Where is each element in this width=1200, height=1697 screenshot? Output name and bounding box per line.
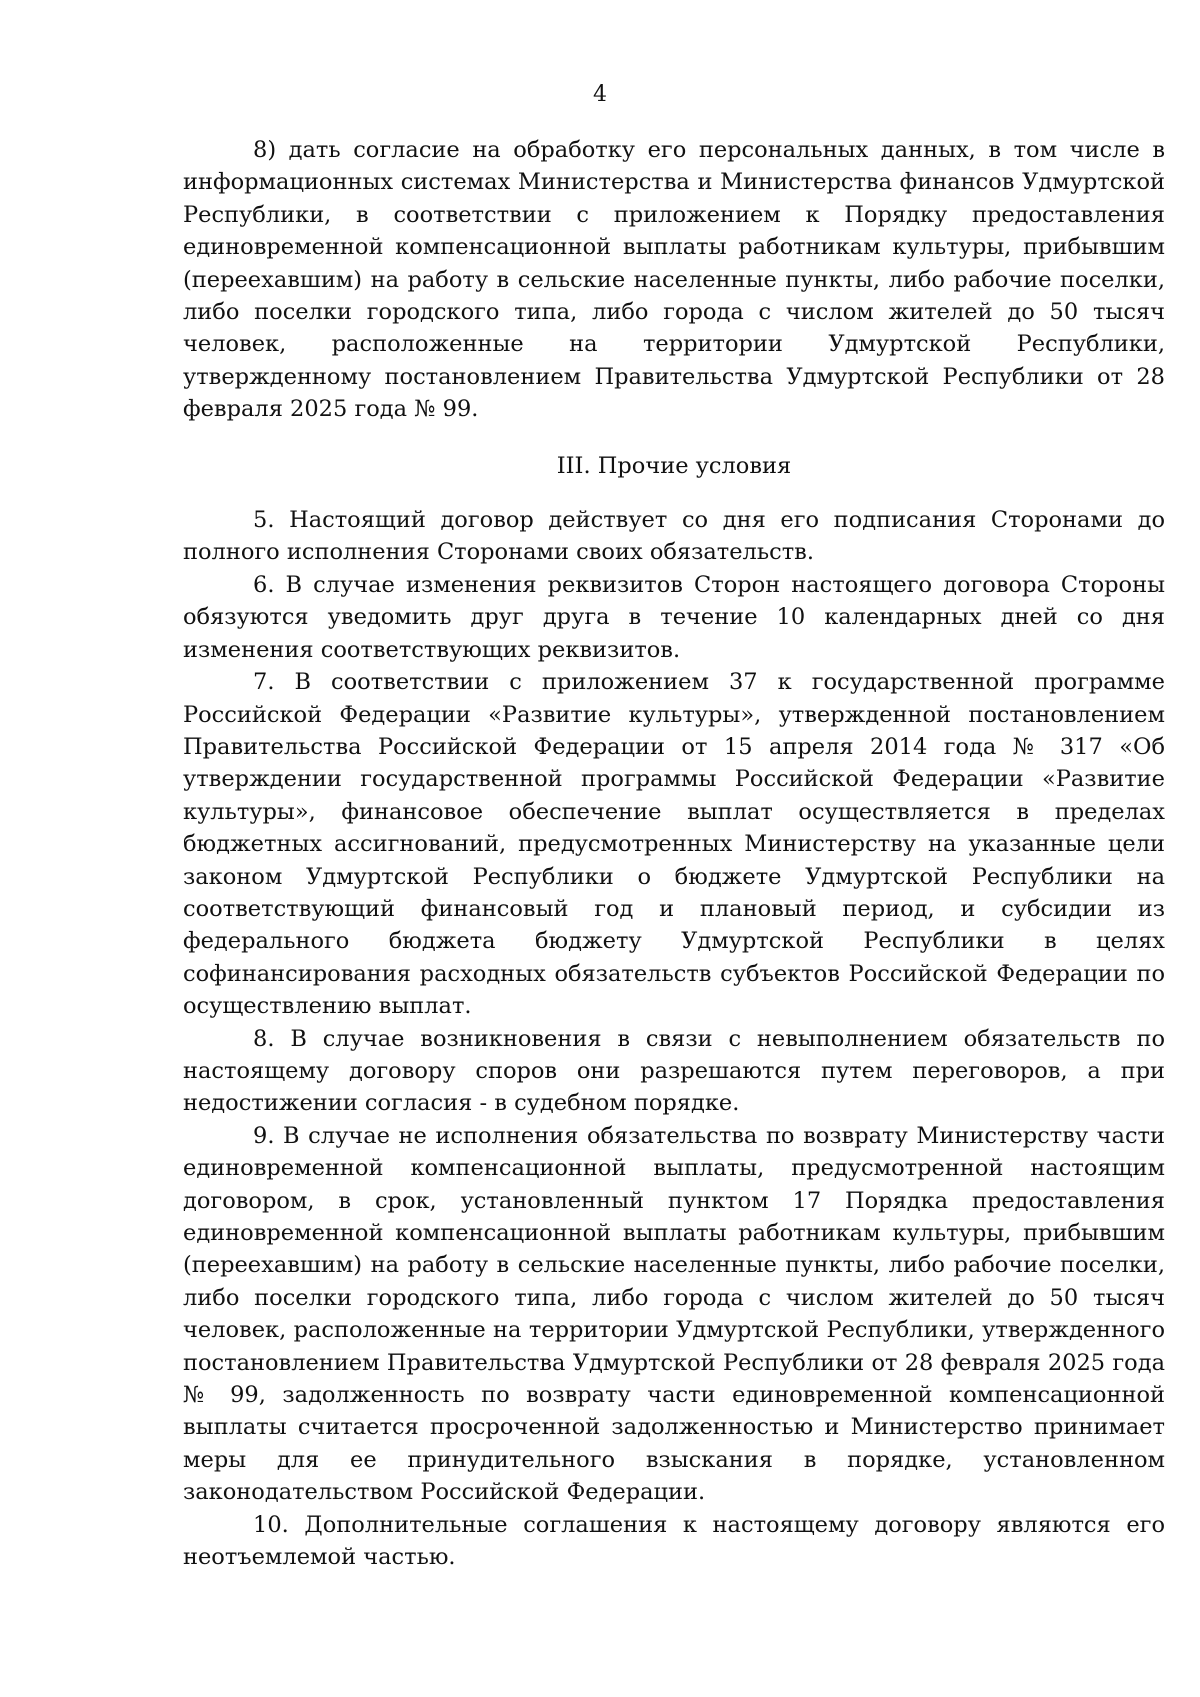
paragraph-clause-7: 7. В соответствии с приложением 37 к государственной программе Российской Федерации «Развитие культуры», утвержденной постановлением Правительства Российской Федерации от 15 апреля 2014 года № 317 «Об утверждении государственной программы Российской Федерации «Развитие культуры», финансовое обеспечение выплат осуществляется в пределах бюджетных ассигнований, предусмотренных Министерству на указанные цели законом Удмуртской Республики о бюджете Удмуртской Республики на соответствующий финансовый год и плановый период, и субсидии из федерального бюджета бюджету Удмуртской Республики в целях софинансирования расходных обязательств субъектов Российской Федерации по осуществлению выплат. <box>183 669 1165 1020</box>
paragraph-clause-6: 6. В случае изменения реквизитов Сторон настоящего договора Стороны обязуются уведомить друг друга в течение 10 календарных дней со дня изменения соответствующих реквизитов. <box>183 571 1165 663</box>
paragraph-clause-5: 5. Настоящий договор действует со дня его подписания Сторонами до полного исполнения Сторонами своих обязательств. <box>183 507 1165 566</box>
paragraph-clause-9: 9. В случае не исполнения обязательства по возврату Министерству части единовременной компенсационной выплаты, предусмотренной настоящим договором, в срок, установленный пунктом 17 Порядка предоставления единовременной компенсационной выплаты работникам культуры, прибывшим (переехавшим) на работу в сельские населенные пункты, либо рабочие поселки, либо поселки городского типа, либо города с числом жителей до 50 тысяч человек, расположенные на территории Удмуртской Республики, утвержденного постановлением Правительства Удмуртской Республики от 28 февраля 2025 года № 99, задолженность по возврату части единовременной компенсационной выплаты считается просроченной задолженностью и Министерство принимает меры для ее принудительного взыскания в порядке, установленном законодательством Российской Федерации. <box>183 1122 1165 1506</box>
page-number: 4 <box>593 82 607 107</box>
section-heading: III. Прочие условия <box>556 452 792 479</box>
paragraph-clause-8: 8. В случае возникновения в связи с невыполнением обязательств по настоящему договору споров они разрешаются путем переговоров, а при недостижении согласия - в судебном порядке. <box>183 1025 1165 1117</box>
paragraph-clause-10: 10. Дополнительные соглашения к настоящему договору являются его неотъемлемой частью. <box>183 1511 1165 1571</box>
paragraph-item-8: 8) дать согласие на обработку его персональных данных, в том числе в информационных системах Министерства и Министерства финансов Удмуртской Республики, в соответствии с приложением к Порядку предоставления единовременной компенсационной выплаты работникам культуры, прибывшим (переехавшим) на работу в сельские населенные пункты, либо рабочие поселки, либо поселки городского типа, либо города с числом жителей до 50 тысяч человек, расположенные на территории Удмуртской Республики, утвержденному постановлением Правительства Удмуртской Республики от 28 февраля 2025 года № 99. <box>183 137 1165 423</box>
document-body <box>183 134 1165 1573</box>
